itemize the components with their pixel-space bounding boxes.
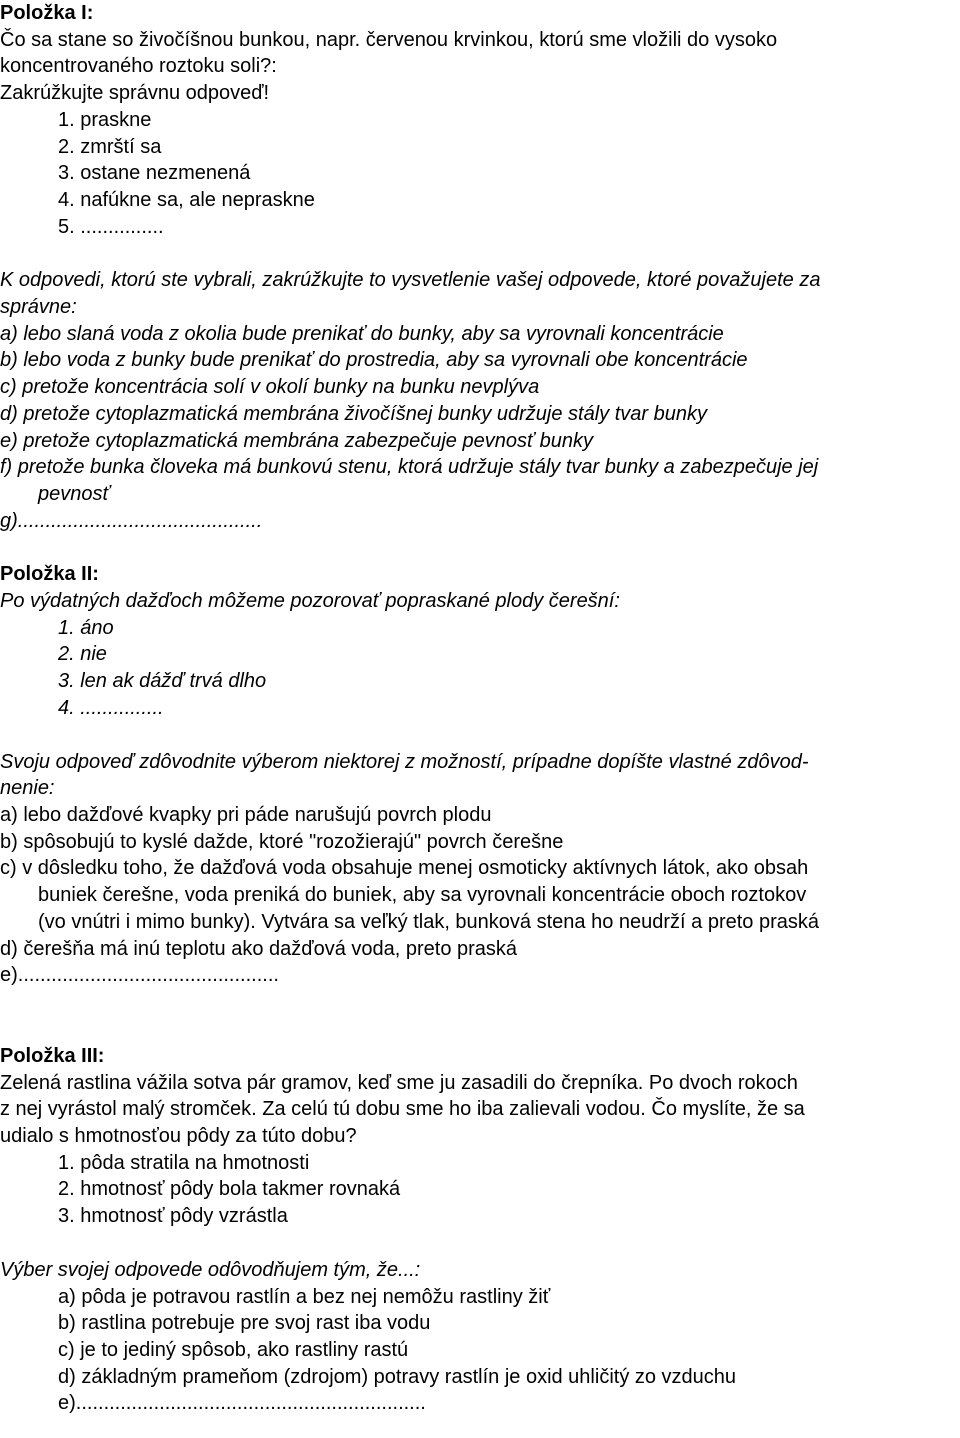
item-3-reason-blank: e)............................................................... [58,1392,426,1415]
item-1-reason-continuation: pevnosť [38,482,110,505]
item-1-explain-line-2: správne: [0,296,77,319]
item-3-heading: Položka III: [0,1044,105,1067]
item-3-reason: b) rastlina potrebuje pre svoj rast iba vodu [58,1312,431,1335]
item-3-option: 1. pôda stratila na hmotnosti [58,1151,310,1174]
item-2-reason-continuation: (vo vnútri i mimo bunky). Vytvára sa veľký tlak, bunková stena ho neudrží a preto praská [38,910,820,933]
item-2-reason: a) lebo dažďové kvapky pri páde narušujú povrch plodu [0,803,492,826]
item-3-reason: d) základným prameňom (zdrojom) potravy rastlín je oxid uhličitý zo vzduchu [58,1365,737,1388]
item-1-instruction: Zakrúžkujte správnu odpoveď! [0,82,270,105]
item-2-explain-line-1: Svoju odpoveď zdôvodnite výberom niektorej z možností, prípadne dopíšte vlastné zdôvod- [0,750,809,773]
item-2-option: 4. ............... [58,696,164,719]
item-3-question-line-2: z nej vyrástol malý stromček. Za celú tú dobu sme ho iba zalievali vodou. Čo myslíte, že sa [0,1098,805,1121]
item-1-reason: b) lebo voda z bunky bude prenikať do prostredia, aby sa vyrovnali obe koncentrácie [0,349,748,372]
item-1-option: 4. nafúkne sa, ale nepraskne [58,188,315,211]
item-1-reason: c) pretože koncentrácia solí v okolí bunky na bunku nevplýva [0,376,540,399]
item-2-heading: Položka II: [0,563,99,586]
item-3-section [0,1043,960,1417]
item-1-reason: d) pretože cytoplazmatická membrána živočíšnej bunky udržuje stály tvar bunky [0,402,707,425]
item-1-reason: e) pretože cytoplazmatická membrána zabezpečuje pevnosť bunky [0,429,593,452]
item-2-option: 1. áno [58,616,114,639]
item-1-question-line-1: Čo sa stane so živočíšnou bunkou, napr. červenou krvinkou, ktorú sme vložili do vysoko [0,28,778,51]
item-2-option: 3. len ak dážď trvá dlho [58,670,267,693]
item-2-explain-line-2: nenie: [0,777,55,800]
item-1-option: 2. zmrští sa [58,135,162,158]
item-2-reason: c) v dôsledku toho, že dažďová voda obsahuje menej osmoticky aktívnych látok, ako obsah [0,857,809,880]
item-3-question-line-3: udialo s hmotnosťou pôdy za túto dobu? [0,1125,357,1148]
item-1-option: 3. ostane nezmenená [58,162,251,185]
item-3-explain: Výber svojej odpovede odôvodňujem tým, že...: [0,1258,421,1281]
item-2-reason-continuation: buniek čerešne, voda preniká do buniek, aby sa vyrovnali koncentrácie oboch roztokov [38,884,807,907]
item-3-reason: c) je to jediný spôsob, ako rastliny rastú [58,1338,409,1361]
item-1-reason-blank: g)............................................ [0,509,263,532]
item-1-heading: Položka I: [0,2,94,24]
item-2-reason: d) čerešňa má inú teplotu ako dažďová voda, preto praská [0,937,518,960]
item-2-question: Po výdatných dažďoch môžeme pozorovať popraskané plody čerešní: [0,590,620,613]
item-1-question-line-2: koncentrovaného roztoku soli?: [0,55,277,78]
item-3-option: 3. hmotnosť pôdy vzrástla [58,1205,288,1228]
item-1-explain-line-1: K odpovedi, ktorú ste vybrali, zakrúžkujte to vysvetlenie vašej odpovede, ktoré považujete za [0,269,821,292]
item-1-option: 5. ............... [58,215,164,238]
item-3-question-line-1: Zelená rastlina vážila sotva pár gramov, keď sme ju zasadili do črepníka. Po dvoch rokoch [0,1071,798,1094]
item-2-option: 2. nie [58,643,107,666]
item-1-option: 1. praskne [58,108,152,131]
item-2-section [0,561,960,989]
item-1-reason: f) pretože bunka človeka má bunkovú stenu, ktorá udržuje stály tvar bunky a zabezpečuje jej [0,456,819,479]
item-1-reason: a) lebo slaná voda z okolia bude prenikať do bunky, aby sa vyrovnali koncentrácie [0,322,724,345]
item-2-reason-blank: e)............................................... [0,964,279,987]
item-3-reason: a) pôda je potravou rastlín a bez nej nemôžu rastliny žiť [58,1285,551,1308]
item-1-section [0,0,960,534]
item-2-reason: b) spôsobujú to kyslé dažde, ktoré "rozožierajú" povrch čerešne [0,830,564,853]
item-3-option: 2. hmotnosť pôdy bola takmer rovnaká [58,1178,401,1201]
